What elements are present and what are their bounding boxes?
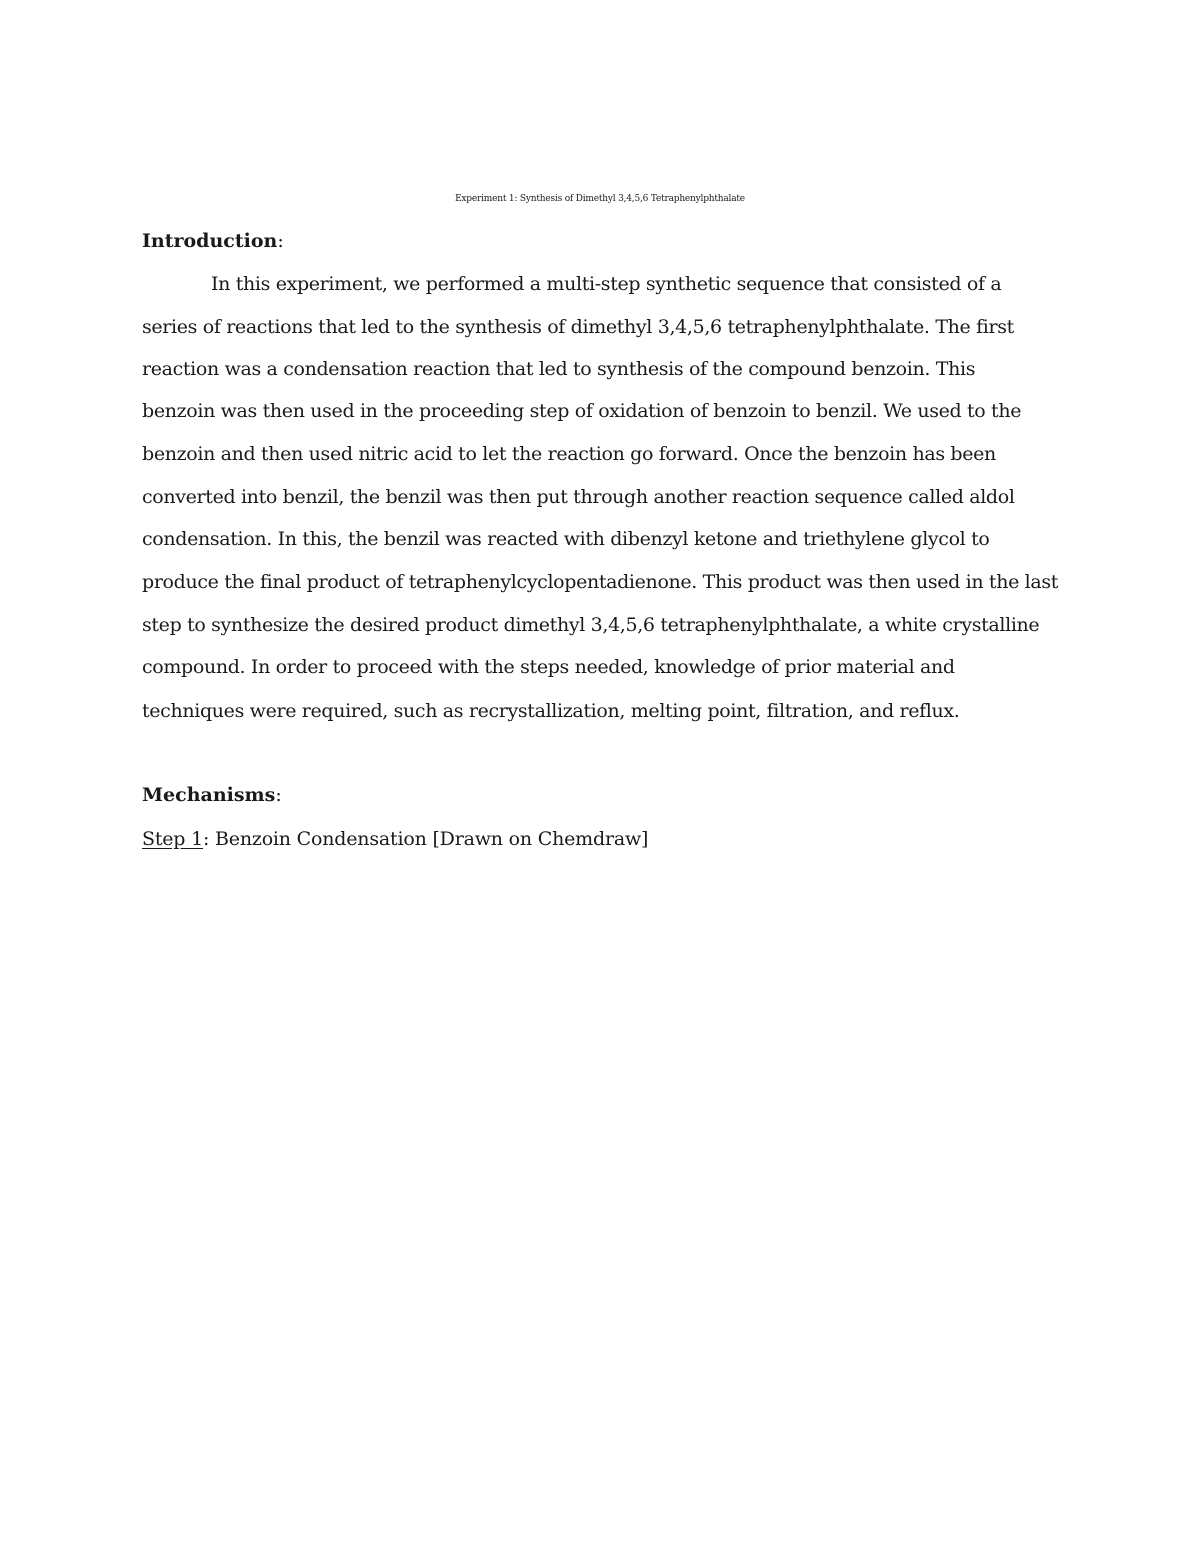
introduction-heading-label: Introduction [142, 230, 278, 252]
paragraph-line: reaction was a condensation reaction that led to synthesis of the compound benzoin. This [142, 358, 976, 380]
mechanism-step-1 [142, 825, 648, 853]
mechanisms-heading [142, 781, 282, 809]
document-title: Experiment 1: Synthesis of Dimethyl 3,4,5,6 Tetraphenylphthalate [455, 194, 745, 204]
paragraph-line: compound. In order to proceed with the steps needed, knowledge of prior material and [142, 656, 955, 678]
paragraph-line: step to synthesize the desired product dimethyl 3,4,5,6 tetraphenylphthalate, a white crystalline [142, 614, 1040, 636]
step-1-description: : Benzoin Condensation [Drawn on Chemdraw] [203, 828, 649, 850]
paragraph-line: benzoin and then used nitric acid to let the reaction go forward. Once the benzoin has been [142, 443, 996, 465]
mechanisms-heading-label: Mechanisms [142, 784, 276, 806]
paragraph-line: produce the final product of tetraphenylcyclopentadienone. This product was then used in the last [142, 571, 1059, 593]
paragraph-line: series of reactions that led to the synthesis of dimethyl 3,4,5,6 tetraphenylphthalate. The first [142, 316, 1014, 338]
mechanisms-heading-colon: : [275, 784, 282, 806]
introduction-heading-colon: : [277, 230, 284, 252]
introduction-heading [142, 227, 284, 255]
paragraph-line: converted into benzil, the benzil was then put through another reaction sequence called aldol [142, 486, 1015, 508]
paragraph-line: In this experiment, we performed a multi-step synthetic sequence that consisted of a [211, 273, 1002, 295]
paragraph-line: techniques were required, such as recrystallization, melting point, filtration, and reflux. [142, 700, 960, 722]
step-1-label: Step 1 [142, 828, 203, 850]
paragraph-line: benzoin was then used in the proceeding step of oxidation of benzoin to benzil. We used to the [142, 400, 1022, 422]
paragraph-line: condensation. In this, the benzil was reacted with dibenzyl ketone and triethylene glycol to [142, 528, 990, 550]
